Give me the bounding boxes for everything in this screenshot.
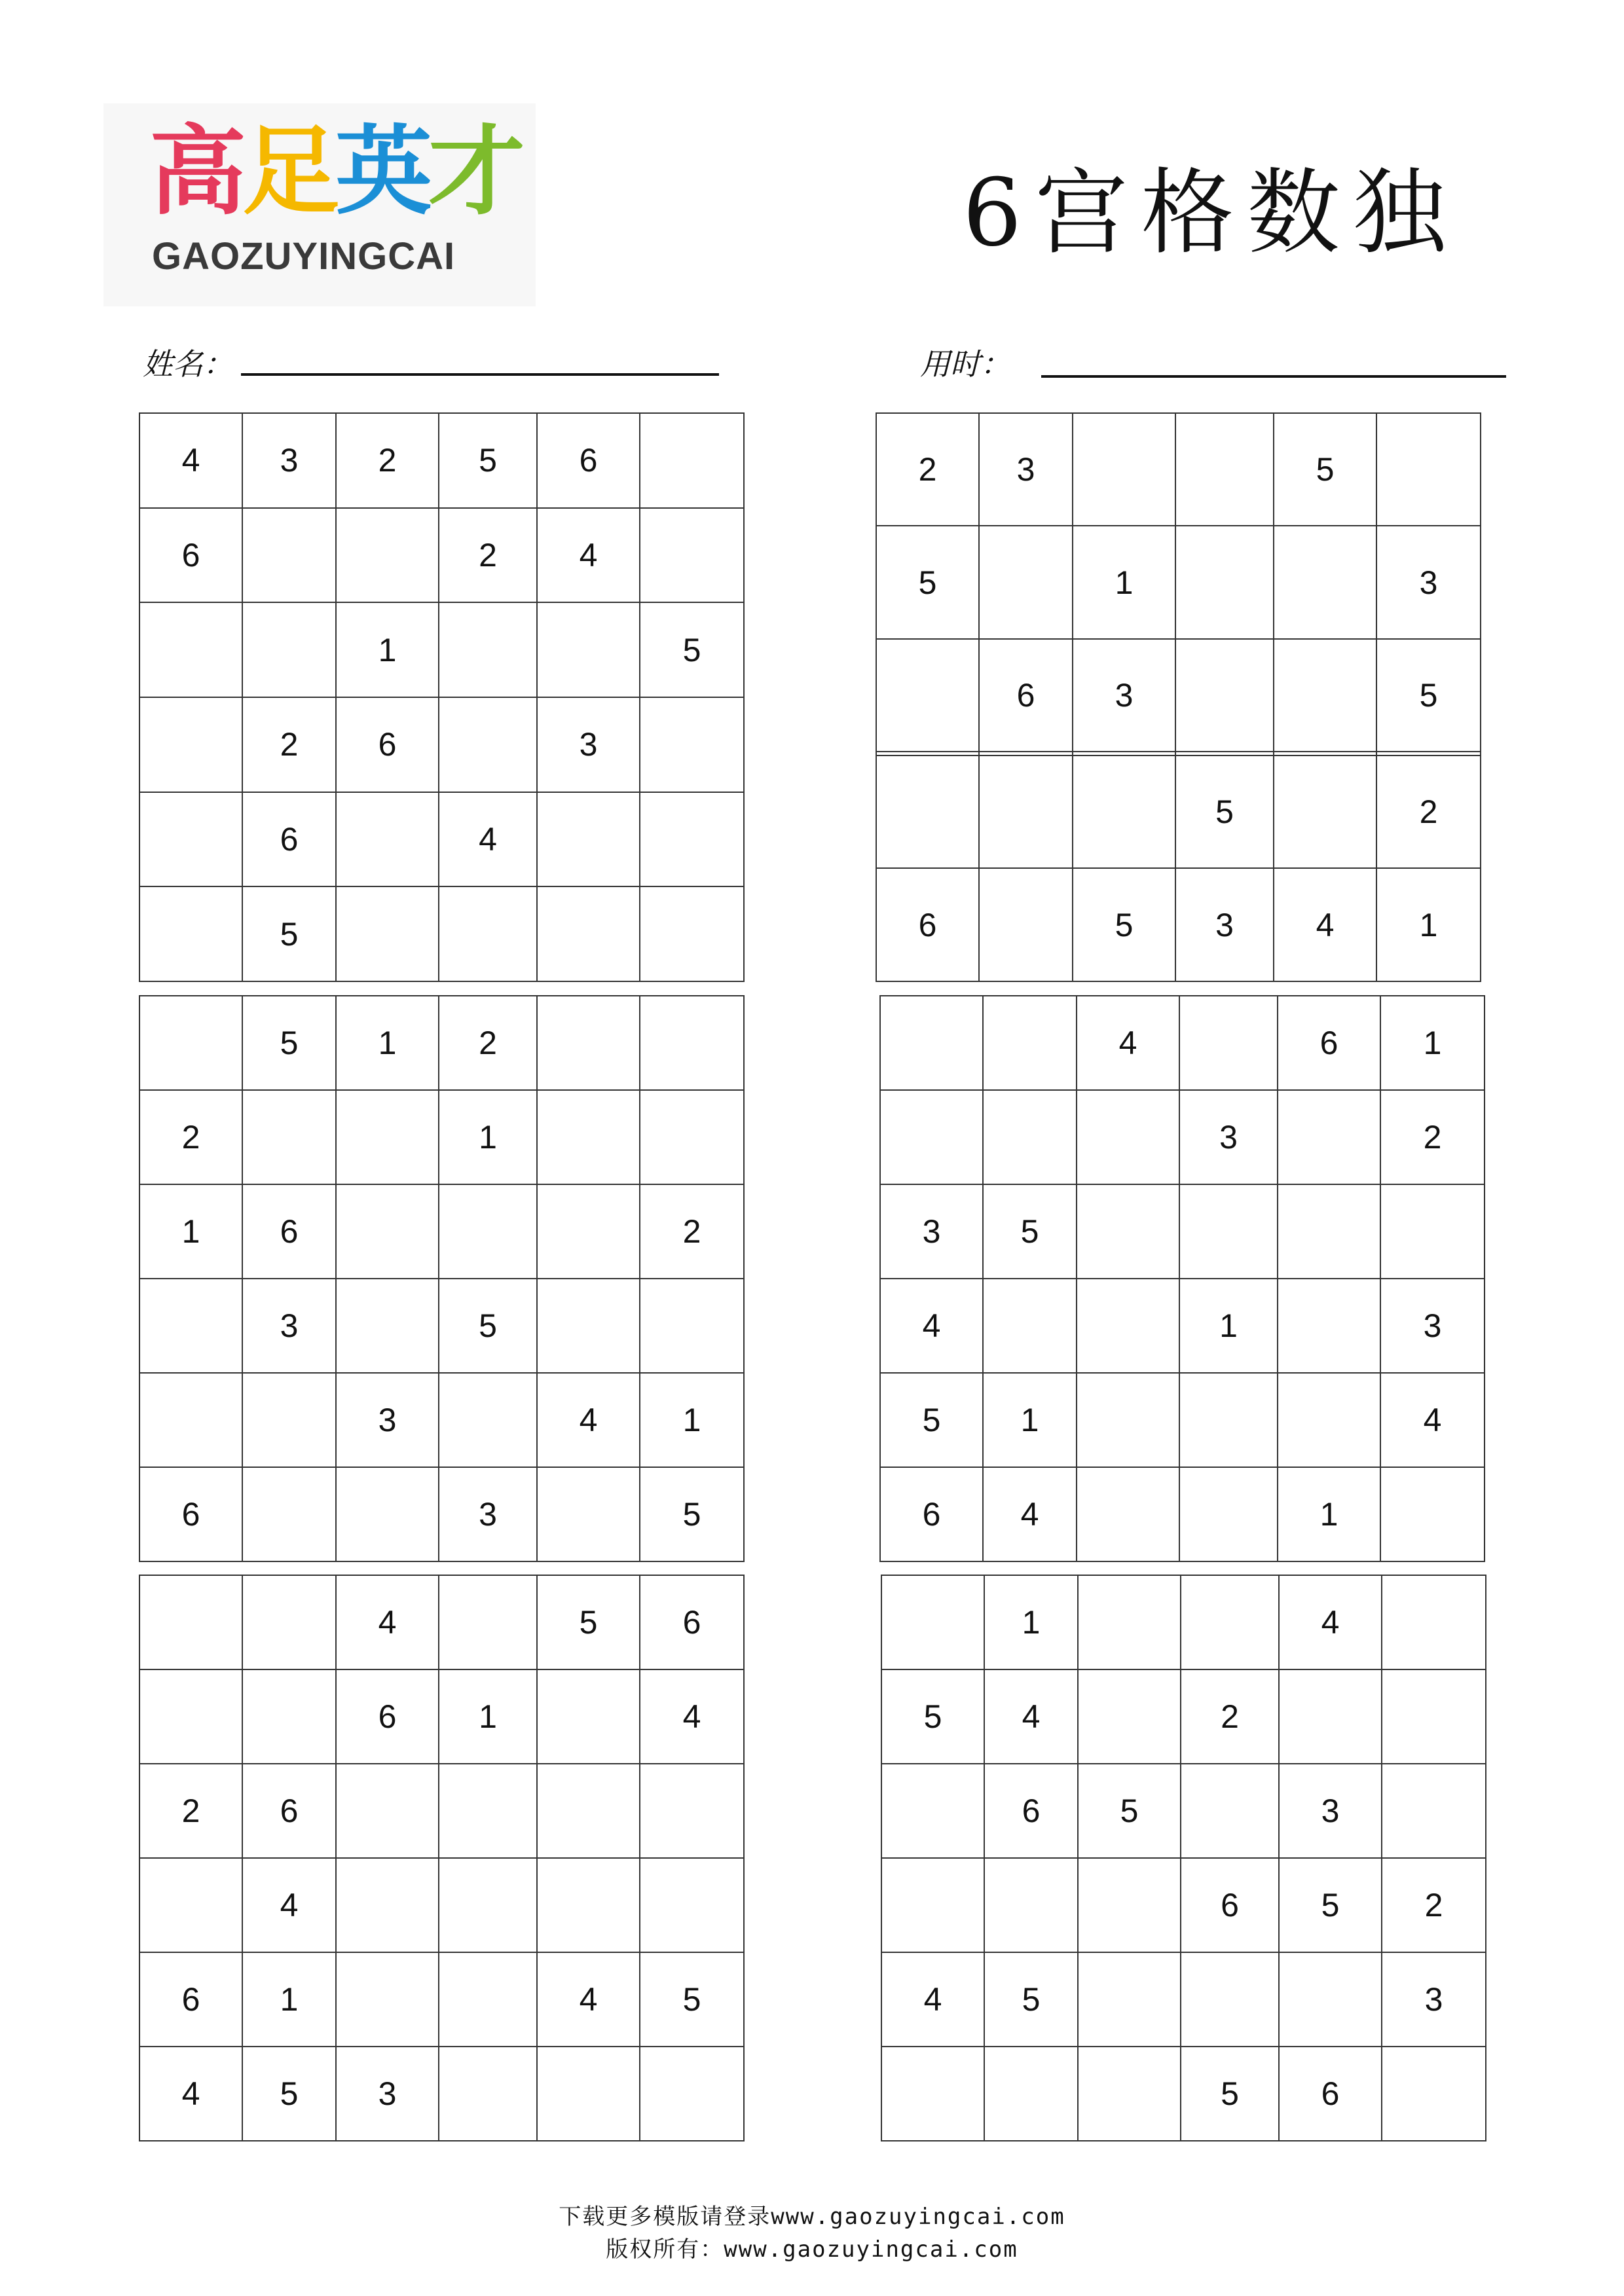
given-cell: 6 (1278, 996, 1380, 1090)
grid-row (139, 413, 744, 508)
given-cell: 3 (880, 1184, 983, 1279)
empty-cell[interactable] (640, 1279, 744, 1373)
empty-cell[interactable] (1382, 2047, 1486, 2141)
empty-cell[interactable] (1278, 1184, 1380, 1279)
empty-cell[interactable] (640, 2047, 744, 2141)
empty-cell[interactable] (1179, 1373, 1278, 1467)
empty-cell[interactable] (640, 697, 744, 792)
given-cell: 6 (242, 792, 336, 887)
empty-cell[interactable] (537, 1279, 640, 1373)
given-cell: 6 (139, 1952, 242, 2047)
given-cell: 4 (640, 1669, 744, 1764)
empty-cell[interactable] (640, 886, 744, 981)
empty-cell[interactable] (1077, 1090, 1179, 1184)
empty-cell[interactable] (979, 526, 1073, 638)
empty-cell[interactable] (1278, 1373, 1380, 1467)
given-cell: 4 (983, 1467, 1077, 1561)
given-cell: 4 (537, 1952, 640, 2047)
empty-cell[interactable] (242, 1090, 336, 1184)
given-cell: 3 (1073, 639, 1175, 752)
sudoku-grid-6 (881, 1575, 1486, 2141)
empty-cell[interactable] (876, 639, 979, 752)
given-cell: 5 (439, 413, 537, 508)
empty-cell[interactable] (336, 1764, 439, 1858)
grid-row (881, 2047, 1486, 2141)
given-cell: 3 (439, 1467, 537, 1561)
given-cell: 2 (640, 1184, 744, 1279)
given-cell: 4 (880, 1279, 983, 1373)
empty-cell[interactable] (983, 1279, 1077, 1373)
grid-row (876, 526, 1481, 638)
empty-cell[interactable] (1077, 1373, 1179, 1467)
given-cell: 4 (1274, 868, 1376, 981)
given-cell: 3 (1382, 1952, 1486, 2047)
empty-cell[interactable] (439, 1575, 537, 1669)
empty-cell[interactable] (439, 1373, 537, 1467)
given-cell: 6 (984, 1764, 1078, 1858)
empty-cell[interactable] (984, 2047, 1078, 2141)
empty-cell[interactable] (1077, 1184, 1179, 1279)
given-cell: 2 (1181, 1669, 1279, 1764)
grid-row (139, 508, 744, 603)
given-cell: 1 (1278, 1467, 1380, 1561)
given-cell: 4 (439, 792, 537, 887)
given-cell: 6 (139, 508, 242, 603)
given-cell: 2 (242, 697, 336, 792)
empty-cell[interactable] (1380, 1184, 1485, 1279)
given-cell: 6 (336, 1669, 439, 1764)
given-cell: 3 (1376, 526, 1481, 638)
empty-cell[interactable] (1175, 639, 1274, 752)
empty-cell[interactable] (1078, 1952, 1181, 2047)
grid-row (876, 756, 1481, 868)
empty-cell[interactable] (537, 1669, 640, 1764)
grid-row (880, 1279, 1485, 1373)
given-cell: 4 (537, 1373, 640, 1467)
grid-row (881, 1858, 1486, 1952)
given-cell: 4 (336, 1575, 439, 1669)
given-cell: 6 (537, 413, 640, 508)
given-cell: 3 (1279, 1764, 1382, 1858)
given-cell: 5 (1274, 413, 1376, 526)
empty-cell[interactable] (336, 1952, 439, 2047)
logo-char-2: 足 (242, 115, 335, 228)
empty-cell[interactable] (439, 1858, 537, 1952)
empty-cell[interactable] (640, 1090, 744, 1184)
empty-cell[interactable] (537, 2047, 640, 2141)
sudoku-grid-3 (139, 995, 745, 1562)
given-cell: 4 (242, 1858, 336, 1952)
empty-cell[interactable] (537, 1184, 640, 1279)
given-cell: 3 (242, 1279, 336, 1373)
given-cell: 3 (537, 697, 640, 792)
given-cell: 4 (139, 2047, 242, 2141)
given-cell: 2 (876, 413, 979, 526)
grid-row (139, 1952, 744, 2047)
given-cell: 1 (242, 1952, 336, 2047)
empty-cell[interactable] (242, 1373, 336, 1467)
given-cell: 5 (984, 1952, 1078, 2047)
logo-char-4: 才 (428, 115, 521, 228)
logo-chinese (149, 115, 521, 228)
name-input-line[interactable] (241, 373, 719, 376)
empty-cell[interactable] (139, 697, 242, 792)
given-cell: 4 (1279, 1575, 1382, 1669)
empty-cell[interactable] (1179, 996, 1278, 1090)
given-cell: 6 (979, 639, 1073, 752)
empty-cell[interactable] (1078, 1669, 1181, 1764)
given-cell: 4 (139, 413, 242, 508)
empty-cell[interactable] (336, 1467, 439, 1561)
given-cell: 1 (1073, 526, 1175, 638)
given-cell: 3 (336, 2047, 439, 2141)
given-cell: 2 (439, 508, 537, 603)
empty-cell[interactable] (336, 1279, 439, 1373)
given-cell: 6 (1279, 2047, 1382, 2141)
empty-cell[interactable] (1181, 1575, 1279, 1669)
empty-cell[interactable] (979, 868, 1073, 981)
empty-cell[interactable] (242, 508, 336, 603)
given-cell: 5 (876, 526, 979, 638)
empty-cell[interactable] (439, 602, 537, 697)
given-cell: 5 (1181, 2047, 1279, 2141)
empty-cell[interactable] (640, 996, 744, 1090)
logo-char-1: 高 (149, 115, 242, 228)
given-cell: 6 (336, 697, 439, 792)
given-cell: 5 (1175, 756, 1274, 868)
empty-cell[interactable] (1073, 756, 1175, 868)
empty-cell[interactable] (242, 1467, 336, 1561)
given-cell: 1 (1376, 868, 1481, 981)
given-cell: 3 (979, 413, 1073, 526)
given-cell: 5 (242, 996, 336, 1090)
empty-cell[interactable] (537, 996, 640, 1090)
grid-row (881, 1669, 1486, 1764)
empty-cell[interactable] (1376, 413, 1481, 526)
time-label: 用时： (920, 346, 1010, 382)
empty-cell[interactable] (881, 1764, 984, 1858)
empty-cell[interactable] (336, 1090, 439, 1184)
empty-cell[interactable] (139, 886, 242, 981)
empty-cell[interactable] (242, 1575, 336, 1669)
given-cell: 1 (139, 1184, 242, 1279)
grid-row (881, 1575, 1486, 1669)
empty-cell[interactable] (984, 1858, 1078, 1952)
given-cell: 1 (336, 602, 439, 697)
page-title: 6宫格数独 (963, 159, 1460, 267)
empty-cell[interactable] (439, 697, 537, 792)
given-cell: 5 (640, 1952, 744, 2047)
given-cell: 2 (1380, 1090, 1485, 1184)
empty-cell[interactable] (881, 1858, 984, 1952)
given-cell: 1 (1179, 1279, 1278, 1373)
grid-row (876, 868, 1481, 981)
empty-cell[interactable] (139, 996, 242, 1090)
empty-cell[interactable] (139, 1669, 242, 1764)
given-cell: 2 (139, 1090, 242, 1184)
empty-cell[interactable] (640, 1858, 744, 1952)
empty-cell[interactable] (336, 1184, 439, 1279)
empty-cell[interactable] (1181, 1952, 1279, 2047)
given-cell: 5 (983, 1184, 1077, 1279)
empty-cell[interactable] (439, 1184, 537, 1279)
empty-cell[interactable] (537, 1090, 640, 1184)
empty-cell[interactable] (1380, 1467, 1485, 1561)
empty-cell[interactable] (139, 1279, 242, 1373)
time-input-line[interactable] (1041, 375, 1506, 378)
logo (103, 103, 536, 306)
given-cell: 4 (984, 1669, 1078, 1764)
given-cell: 5 (1073, 868, 1175, 981)
given-cell: 6 (876, 868, 979, 981)
empty-cell[interactable] (1175, 526, 1274, 638)
empty-cell[interactable] (537, 886, 640, 981)
empty-cell[interactable] (537, 602, 640, 697)
empty-cell[interactable] (1179, 1184, 1278, 1279)
empty-cell[interactable] (1181, 1764, 1279, 1858)
given-cell: 6 (640, 1575, 744, 1669)
given-cell: 6 (139, 1467, 242, 1561)
given-cell: 5 (881, 1669, 984, 1764)
grid-row (139, 1184, 744, 1279)
given-cell: 2 (439, 996, 537, 1090)
grid-row (880, 1467, 1485, 1561)
empty-cell[interactable] (1078, 2047, 1181, 2141)
empty-cell[interactable] (1382, 1669, 1486, 1764)
empty-cell[interactable] (1382, 1764, 1486, 1858)
given-cell: 1 (1380, 996, 1485, 1090)
empty-cell[interactable] (1077, 1467, 1179, 1561)
grid-row (881, 1764, 1486, 1858)
grid-row (139, 1373, 744, 1467)
given-cell: 5 (640, 1467, 744, 1561)
given-cell: 5 (1376, 639, 1481, 752)
given-cell: 4 (537, 508, 640, 603)
given-cell: 2 (1382, 1858, 1486, 1952)
grid-row (139, 1858, 744, 1952)
empty-cell[interactable] (983, 1090, 1077, 1184)
empty-cell[interactable] (439, 886, 537, 981)
empty-cell[interactable] (537, 1858, 640, 1952)
empty-cell[interactable] (1179, 1467, 1278, 1561)
grid-row (139, 2047, 744, 2141)
given-cell: 5 (439, 1279, 537, 1373)
given-cell: 2 (336, 413, 439, 508)
grid-row (880, 1090, 1485, 1184)
given-cell: 6 (242, 1184, 336, 1279)
empty-cell[interactable] (983, 996, 1077, 1090)
grid-row (139, 996, 744, 1090)
grid-row (139, 1669, 744, 1764)
empty-cell[interactable] (336, 886, 439, 981)
sudoku-grid-4 (879, 995, 1485, 1562)
empty-cell[interactable] (336, 508, 439, 603)
empty-cell[interactable] (640, 792, 744, 887)
logo-english: GAOZUYINGCAI (152, 235, 456, 278)
grid-row (881, 1952, 1486, 2047)
empty-cell[interactable] (1175, 413, 1274, 526)
empty-cell[interactable] (1077, 1279, 1179, 1373)
given-cell: 4 (881, 1952, 984, 2047)
sudoku-grid-2 (876, 412, 1481, 982)
empty-cell[interactable] (1278, 1090, 1380, 1184)
empty-cell[interactable] (1382, 1575, 1486, 1669)
given-cell: 6 (880, 1467, 983, 1561)
grid-row (880, 996, 1485, 1090)
given-cell: 4 (1077, 996, 1179, 1090)
given-cell: 5 (640, 602, 744, 697)
empty-cell[interactable] (1278, 1279, 1380, 1373)
given-cell: 5 (537, 1575, 640, 1669)
grid-row (139, 1467, 744, 1561)
grid-row (139, 1764, 744, 1858)
grid-row (876, 413, 1481, 526)
given-cell: 3 (336, 1373, 439, 1467)
empty-cell[interactable] (439, 1952, 537, 2047)
footer-line-1: 下载更多模版请登录www.gaozuyingcai.com (559, 2204, 1065, 2230)
empty-cell[interactable] (242, 1669, 336, 1764)
empty-cell[interactable] (1274, 756, 1376, 868)
footer-line-2: 版权所有：www.gaozuyingcai.com (606, 2236, 1018, 2263)
empty-cell[interactable] (1073, 413, 1175, 526)
grid-row (880, 1184, 1485, 1279)
empty-cell[interactable] (139, 1575, 242, 1669)
empty-cell[interactable] (1078, 1575, 1181, 1669)
given-cell: 2 (139, 1764, 242, 1858)
sudoku-grid-1 (139, 412, 745, 982)
given-cell: 3 (1179, 1090, 1278, 1184)
grid-row (139, 697, 744, 792)
given-cell: 5 (1078, 1764, 1181, 1858)
empty-cell[interactable] (1274, 639, 1376, 752)
empty-cell[interactable] (1274, 526, 1376, 638)
grid-row (139, 1575, 744, 1669)
given-cell: 1 (640, 1373, 744, 1467)
given-cell: 6 (242, 1764, 336, 1858)
empty-cell[interactable] (880, 996, 983, 1090)
empty-cell[interactable] (1078, 1858, 1181, 1952)
empty-cell[interactable] (439, 2047, 537, 2141)
given-cell: 3 (1175, 868, 1274, 981)
grid-row (139, 792, 744, 887)
given-cell: 1 (983, 1373, 1077, 1467)
given-cell: 5 (242, 886, 336, 981)
empty-cell[interactable] (1279, 1952, 1382, 2047)
given-cell: 1 (984, 1575, 1078, 1669)
grid-row (139, 1090, 744, 1184)
empty-cell[interactable] (979, 756, 1073, 868)
empty-cell[interactable] (139, 792, 242, 887)
name-label: 姓名： (143, 346, 233, 382)
empty-cell[interactable] (640, 413, 744, 508)
empty-cell[interactable] (640, 508, 744, 603)
given-cell: 4 (1380, 1373, 1485, 1467)
given-cell: 2 (1376, 756, 1481, 868)
given-cell: 1 (336, 996, 439, 1090)
grid-row (139, 602, 744, 697)
given-cell: 5 (1279, 1858, 1382, 1952)
empty-cell[interactable] (537, 1467, 640, 1561)
empty-cell[interactable] (881, 1575, 984, 1669)
grid-row (876, 639, 1481, 752)
empty-cell[interactable] (139, 1858, 242, 1952)
grid-row (880, 1373, 1485, 1467)
empty-cell[interactable] (537, 792, 640, 887)
given-cell: 5 (880, 1373, 983, 1467)
empty-cell[interactable] (881, 2047, 984, 2141)
given-cell: 1 (439, 1669, 537, 1764)
sudoku-grid-5 (139, 1575, 745, 2141)
logo-char-3: 英 (335, 115, 428, 228)
given-cell: 6 (1181, 1858, 1279, 1952)
empty-cell[interactable] (876, 756, 979, 868)
empty-cell[interactable] (439, 1764, 537, 1858)
empty-cell[interactable] (336, 1858, 439, 1952)
empty-cell[interactable] (139, 602, 242, 697)
given-cell: 1 (439, 1090, 537, 1184)
empty-cell[interactable] (336, 792, 439, 887)
grid-row (139, 1279, 744, 1373)
given-cell: 5 (242, 2047, 336, 2141)
grid-row (139, 886, 744, 981)
empty-cell[interactable] (242, 602, 336, 697)
empty-cell[interactable] (1279, 1669, 1382, 1764)
empty-cell[interactable] (139, 1373, 242, 1467)
empty-cell[interactable] (537, 1764, 640, 1858)
given-cell: 3 (1380, 1279, 1485, 1373)
given-cell: 3 (242, 413, 336, 508)
empty-cell[interactable] (880, 1090, 983, 1184)
empty-cell[interactable] (640, 1764, 744, 1858)
